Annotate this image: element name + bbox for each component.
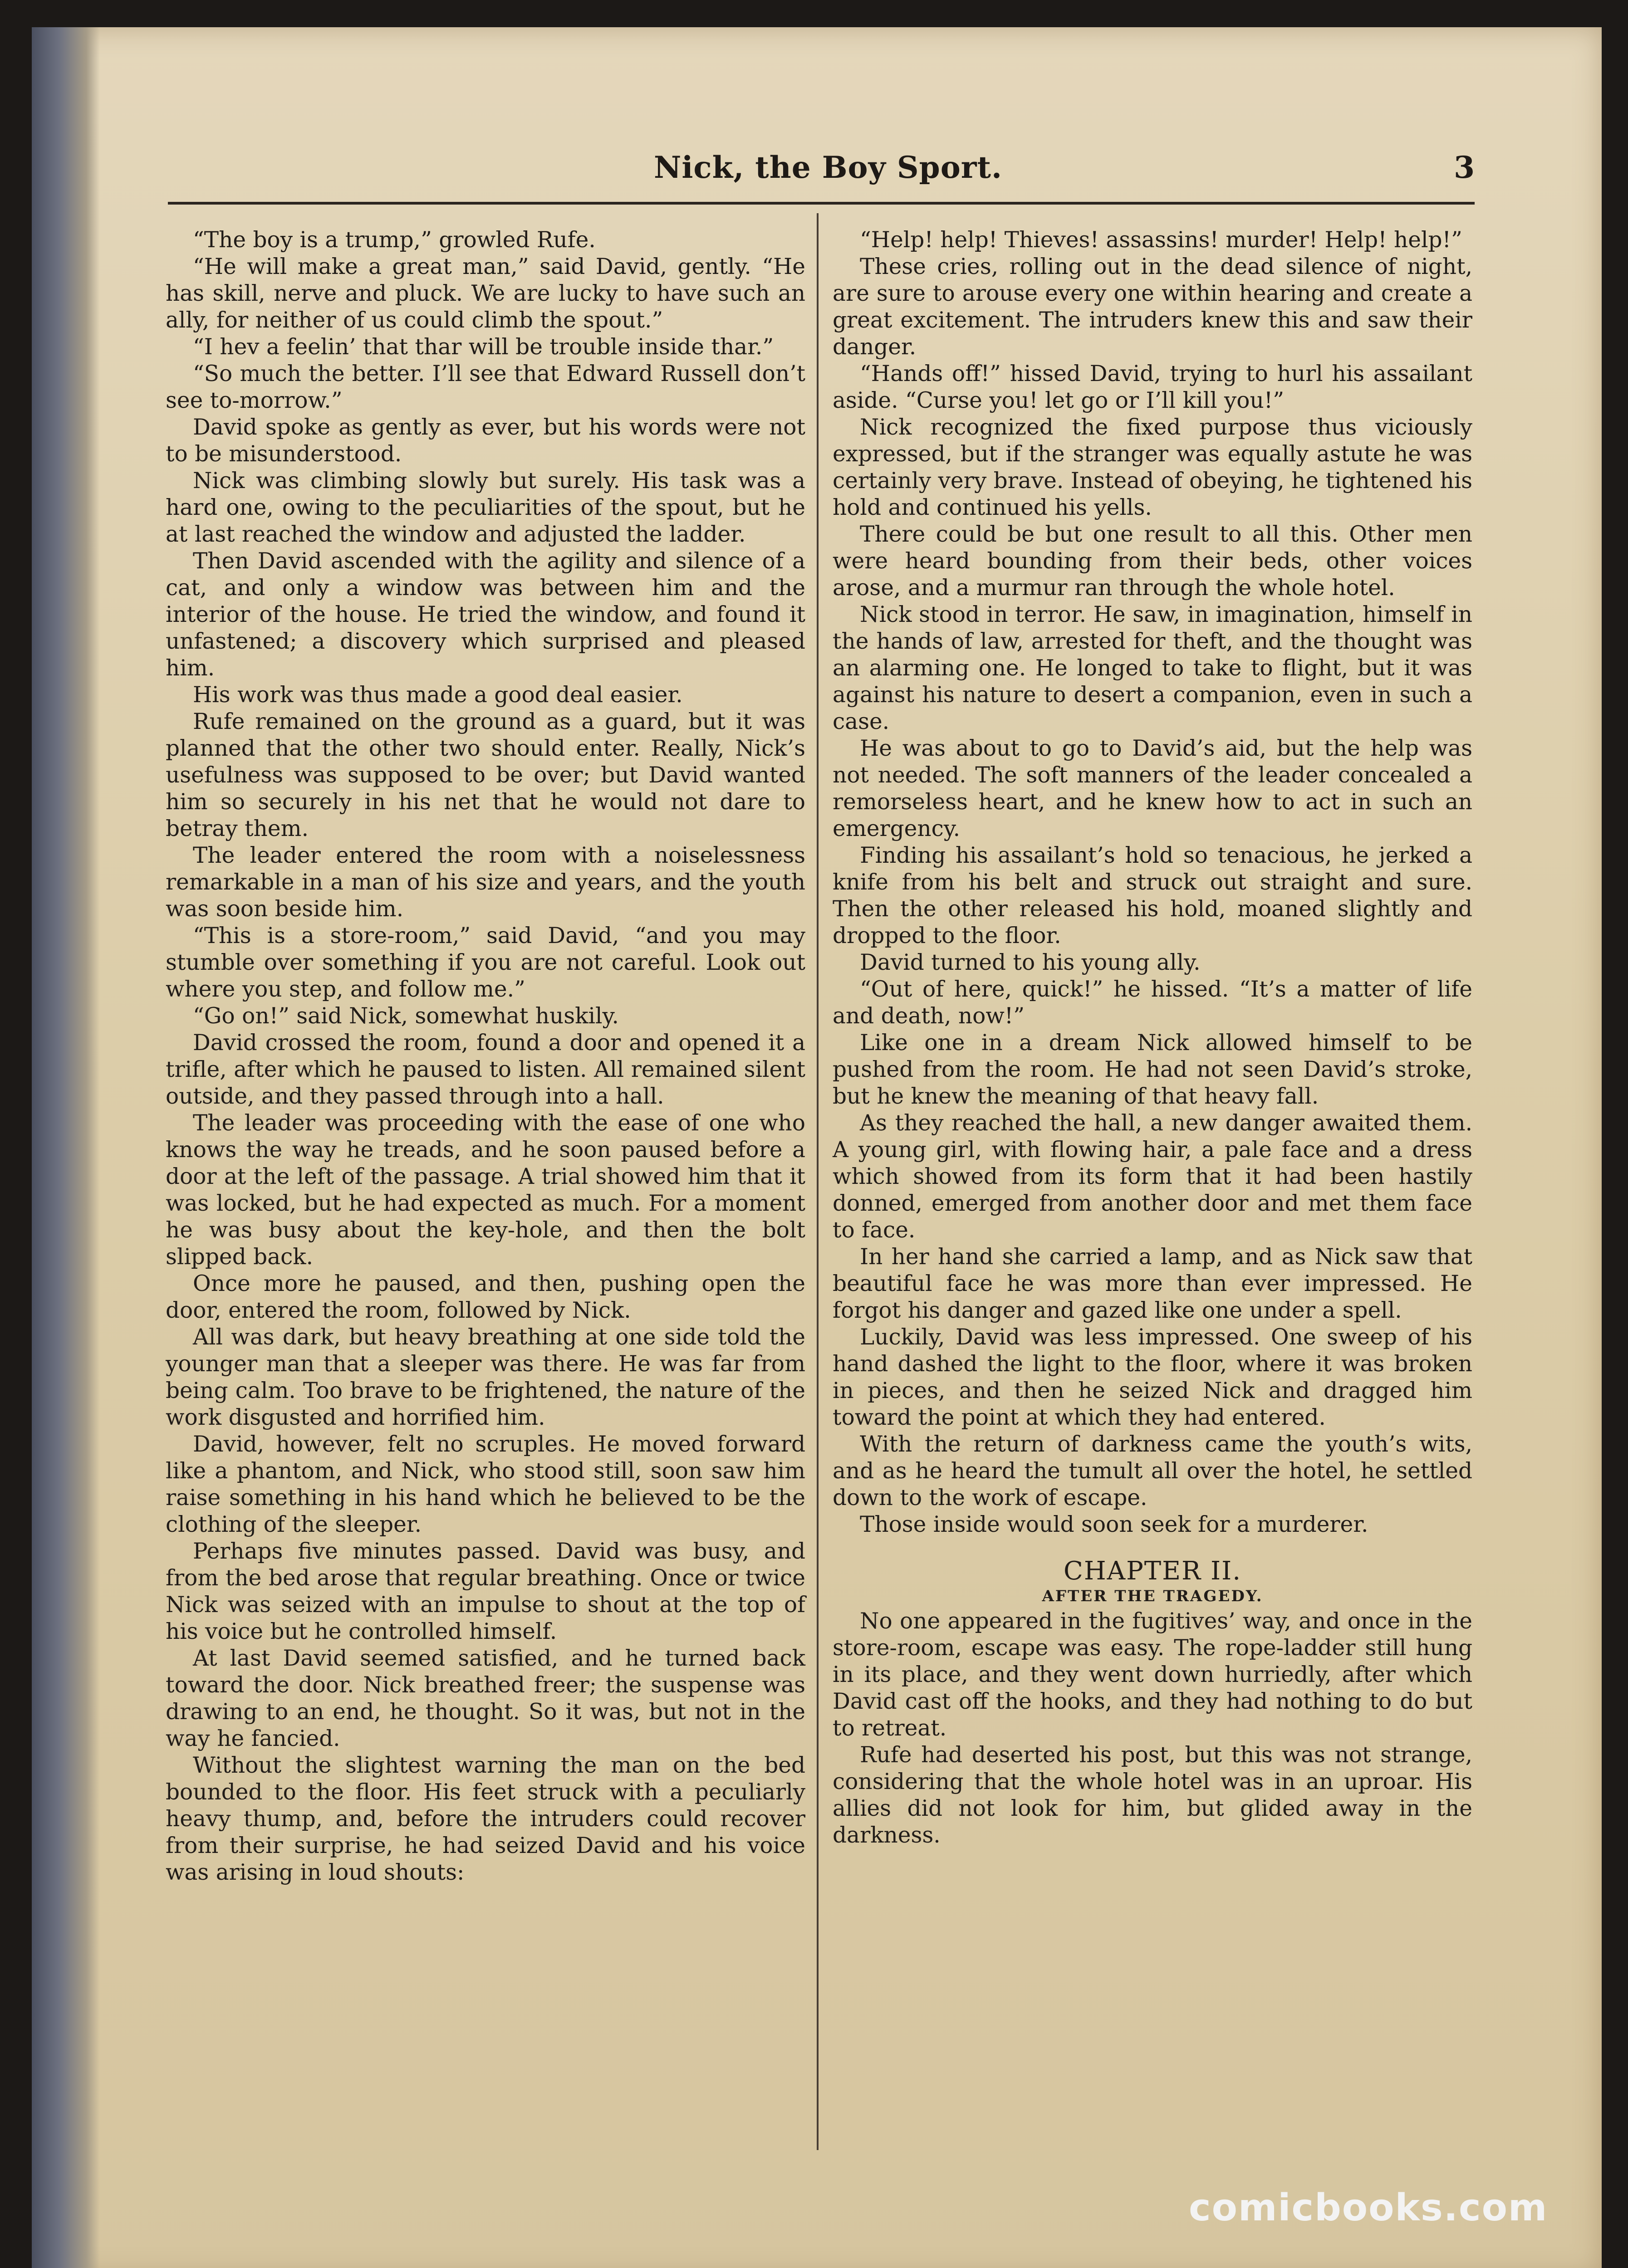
paragraph: Like one in a dream Nick allowed himself to be pushed from the room. He had not seen David’s stroke, but he knew the meaning of that heavy fall. — [833, 1030, 1472, 1109]
paragraph: “So much the better. I’ll see that Edward Russell don’t see to-morrow.” — [166, 361, 805, 413]
right-column-text — [833, 227, 1472, 1538]
paragraph: David, however, felt no scruples. He moved forward like a phantom, and Nick, who stood still, soon saw him raise something in his hand which he believed to be the clothing of the sleeper. — [166, 1432, 805, 1537]
paragraph: The leader was proceeding with the ease of one who knows the way he treads, and he soon paused before a door at the left of the passage. A trial showed him that it was locked, but he had expected as much. For a moment he was busy about the key-hole, and then the bolt slipped back. — [166, 1110, 805, 1270]
paragraph: Without the slightest warning the man on the bed bounded to the floor. His feet struck with a peculiarly heavy thump, and, before the intruders could recover from their surprise, he had seized David and his voice was arising in loud shouts: — [166, 1753, 805, 1885]
header-rule — [168, 202, 1475, 205]
paragraph: Nick stood in terror. He saw, in imagination, himself in the hands of law, arrested for theft, and the thought was an alarming one. He longed to take to flight, but it was against his nature to desert a companion, even in such a case. — [833, 602, 1472, 734]
paragraph: These cries, rolling out in the dead silence of night, are sure to arouse every one within hearing and create a great excitement. The intruders knew this and saw their danger. — [833, 254, 1472, 360]
left-column — [166, 227, 805, 1886]
paragraph: Rufe remained on the ground as a guard, but it was planned that the other two should enter. Really, Nick’s usefulness was supposed to be over; but David wanted him so securely in his net that he would not dare to betray them. — [166, 709, 805, 841]
column-divider — [817, 213, 819, 2150]
paragraph: No one appeared in the fugitives’ way, and once in the store-room, escape was easy. The rope-ladder still hung in its place, and they went down hurriedly, after which David cast off the hooks, and they had nothing to do but to retreat. — [833, 1608, 1472, 1741]
paragraph: “Go on!” said Nick, somewhat huskily. — [193, 1003, 619, 1029]
chapter-title: CHAPTER II. — [1063, 1556, 1242, 1586]
paragraph: Those inside would soon seek for a murderer. — [860, 1512, 1368, 1537]
paragraph: “Help! help! Thieves! assassins! murder! Help! help!” — [860, 227, 1462, 253]
paragraph: “He will make a great man,” said David, gently. “He has skill, nerve and pluck. We are lucky to have such an ally, for neither of us could climb the spout.” — [166, 254, 805, 333]
paragraph: Nick recognized the fixed purpose thus viciously expressed, but if the stranger was equally astute he was certainly very brave. Instead of obeying, he tightened his hold and continued his yells. — [833, 415, 1472, 520]
page-number: 3 — [1454, 150, 1475, 185]
paragraph: “Hands off!” hissed David, trying to hurl his assailant aside. “Curse you! let go or I’ll kill you!” — [833, 361, 1472, 413]
paragraph: Luckily, David was less impressed. One sweep of his hand dashed the light to the floor, where it was broken in pieces, and then he seized Nick and dragged him toward the point at which they had entered. — [833, 1325, 1472, 1430]
paragraph: “The boy is a trump,” growled Rufe. — [193, 227, 596, 253]
paragraph: He was about to go to David’s aid, but the help was not needed. The soft manners of the leader concealed a remorseless heart, and he knew how to act in such an emergency. — [833, 736, 1472, 841]
paragraph: As they reached the hall, a new danger awaited them. A young girl, with flowing hair, a pale face and a dress which showed from its form that it had been hastily donned, emerged from another door and met them face to face. — [833, 1110, 1472, 1243]
paragraph: His work was thus made a good deal easier. — [193, 682, 683, 708]
paragraph: Then David ascended with the agility and silence of a cat, and only a window was between him and the interior of the house. He tried the window, and found it unfastened; a discovery which surprised and pleased him. — [166, 548, 805, 681]
paragraph: At last David seemed satisfied, and he turned back toward the door. Nick breathed freer; the suspense was drawing to an end, he thought. So it was, but not in the way he fancied. — [166, 1646, 805, 1751]
paragraph: In her hand she carried a lamp, and as Nick saw that beautiful face he was more than ever impressed. He forgot his danger and gazed like one under a spell. — [833, 1244, 1472, 1323]
paragraph: Nick was climbing slowly but surely. His task was a hard one, owing to the peculiarities of the spout, but he at last reached the window and adjusted the ladder. — [166, 468, 805, 547]
paragraph: Once more he paused, and then, pushing open the door, entered the room, followed by Nick. — [166, 1271, 805, 1323]
paragraph: There could be but one result to all this. Other men were heard bounding from their beds, other voices arose, and a murmur ran through the whole hotel. — [833, 522, 1472, 601]
running-header — [181, 150, 1475, 200]
paragraph: With the return of darkness came the youth’s wits, and as he heard the tumult all over the hotel, he settled down to the work of escape. — [833, 1432, 1472, 1510]
paragraph: “I hev a feelin’ that thar will be trouble inside thar.” — [193, 334, 774, 360]
paragraph: The leader entered the room with a noiselessness remarkable in a man of his size and years, and the youth was soon beside him. — [166, 843, 805, 922]
chapter-text — [833, 1608, 1472, 1849]
chapter-subtitle: AFTER THE TRAGEDY. — [1042, 1587, 1263, 1605]
right-column — [833, 227, 1472, 1849]
paragraph: David turned to his young ally. — [860, 950, 1201, 975]
paragraph: David crossed the room, found a door and opened it a trifle, after which he paused to listen. All remained silent outside, and they passed through into a hall. — [166, 1030, 805, 1109]
paragraph: All was dark, but heavy breathing at one side told the younger man that a sleeper was there. He was far from being calm. Too brave to be frightened, the nature of the work disgusted and horrified him. — [166, 1325, 805, 1430]
paragraph: Rufe had deserted his post, but this was not strange, considering that the whole hotel was in an uproar. His allies did not look for him, but glided away in the darkness. — [833, 1742, 1472, 1848]
paragraph: “Out of here, quick!” he hissed. “It’s a matter of life and death, now!” — [833, 977, 1472, 1029]
binding-spine — [32, 27, 100, 2268]
paragraph: David spoke as gently as ever, but his words were not to be misunderstood. — [166, 415, 805, 467]
paragraph: Perhaps five minutes passed. David was busy, and from the bed arose that regular breathing. Once or twice Nick was seized with an impulse to shout at the top of his voice but he controlled himself. — [166, 1539, 805, 1644]
paragraph: Finding his assailant’s hold so tenacious, he jerked a knife from his belt and struck out straight and sure. Then the other released his hold, moaned slightly and dropped to the floor. — [833, 843, 1472, 948]
watermark: comicbooks.com — [1189, 2186, 1548, 2229]
paragraph: “This is a store-room,” said David, “and you may stumble over something if you are not careful. Look out where you step, and follow me.” — [166, 923, 805, 1002]
running-title: Nick, the Boy Sport. — [654, 150, 1002, 185]
